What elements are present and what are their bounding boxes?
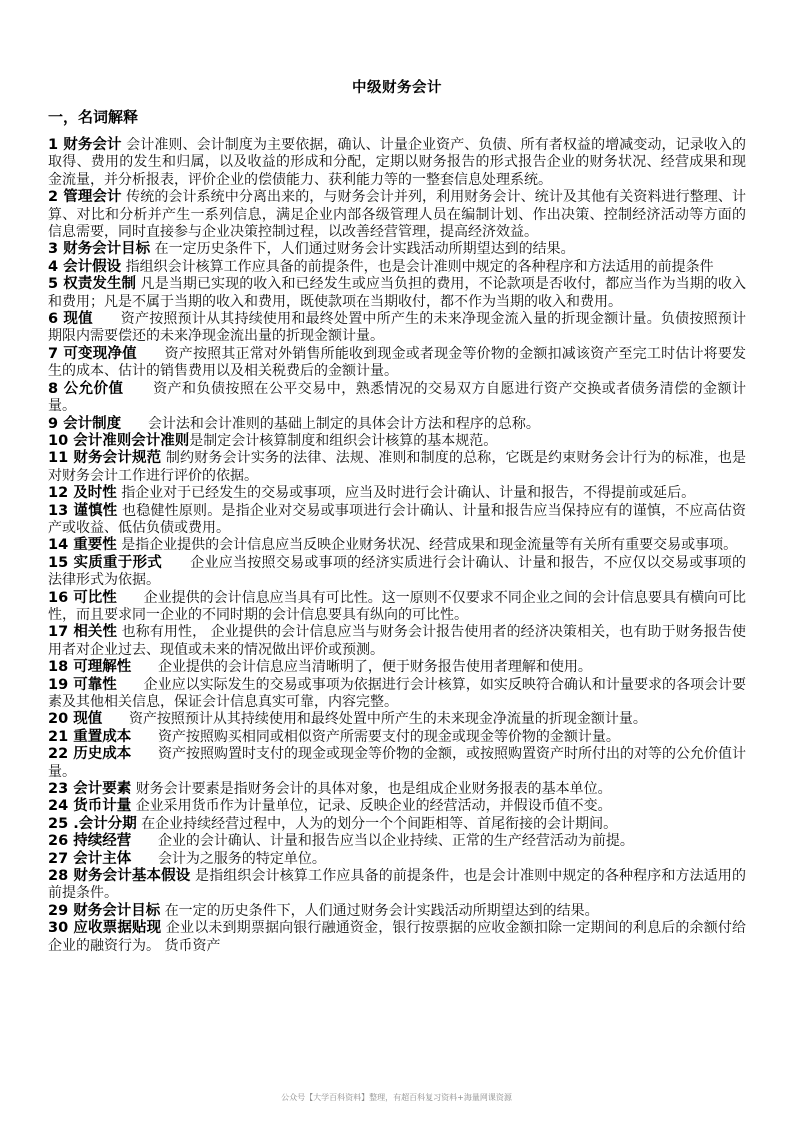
glossary-entry bbox=[48, 833, 746, 850]
glossary-entry bbox=[48, 868, 746, 903]
entry-definition: 企业以未到期票据向银行融通资金，银行按票据的应收金额扣除一定期间的利息后的余额付给企业的融资行为。 货币资产 bbox=[48, 920, 746, 954]
entry-term: 23 会计要素 bbox=[48, 781, 132, 798]
glossary-entry bbox=[48, 920, 746, 955]
entry-definition: 企业提供的会计信息应当清晰明了，便于财务报告使用者理解和使用。 bbox=[157, 659, 592, 676]
entry-term: 3 财务会计目标 bbox=[48, 241, 151, 258]
entry-definition: 会计法和会计准则的基础上制定的具体会计方法和程序的总称。 bbox=[147, 415, 540, 432]
glossary-entry bbox=[48, 781, 746, 798]
glossary-entry bbox=[48, 851, 746, 868]
glossary-entry bbox=[48, 816, 746, 833]
entry-definition: 是指企业提供的会计信息应当反映企业财务状况、经营成果和现金流量等有关所有重要交易或事项。 bbox=[121, 537, 738, 554]
entry-term: 22 历史成本 bbox=[48, 746, 132, 763]
entry-definition: 资产按照其正常对外销售所能收到现金或者现金等价物的金额扣减该资产至完工时估计将要发生的成本、估计的销售费用以及相关税费后的金额计量。 bbox=[48, 345, 747, 380]
glossary-entry bbox=[48, 276, 746, 311]
entry-definition: 是制定会计核算制度和组织会计核算的基本规范。 bbox=[189, 432, 498, 449]
glossary-entry bbox=[48, 311, 746, 346]
glossary-entry bbox=[48, 503, 746, 538]
entry-definition: 指组织会计核算工作应具备的前提条件，也是会计准则中规定的各种程序和方法适用的前提条件 bbox=[125, 258, 714, 275]
entry-definition: 凡是当期已实现的收入和已经发生或应当负担的费用，不论款项是否收付，都应当作为当期的收入和费用；凡是不属于当期的收入和费用，既使款项在当期收付，都不作为当期的收入和费用。 bbox=[48, 276, 747, 310]
glossary-entry bbox=[48, 381, 746, 416]
entry-definition: 在一定的历史条件下，人们通过财务会计实践活动所期望达到的结果。 bbox=[164, 902, 599, 919]
entry-definition: 资产按照预计从其持续使用和最终处置中所产生的未来净现金流入量的折现金额计量。负债按照预计期限内需要偿还的未来净现金流出量的折现金额计量。 bbox=[48, 311, 747, 345]
entry-definition: 企业采用货币作为计量单位，记录、反映企业的经营活动，并假设币值不变。 bbox=[135, 798, 612, 815]
entry-term: 24 货币计量 bbox=[48, 798, 132, 815]
entry-definition: 在企业持续经营过程中，人为的划分一个个间距相等、首尾衔接的会计期间。 bbox=[141, 815, 618, 832]
entry-definition: 会计为之服务的特定单位。 bbox=[157, 850, 326, 867]
glossary-entry bbox=[48, 189, 746, 241]
entry-term: 15 实质重于形式 bbox=[48, 554, 163, 571]
glossary-entry bbox=[48, 729, 746, 746]
entry-definition: 传统的会计系统中分离出来的，与财务会计并列，利用财务会计、统计及其他有关资料进行整理、计算、对比和分析并产生一系列信息，满足企业内部各级管理人员在编制计划、作出决策、控制经济活动等方面的信息需要，同时直接参与企业决策控制过程，以改善经营管理，提高经济效益。 bbox=[48, 189, 747, 241]
entry-term: 14 重要性 bbox=[48, 537, 117, 554]
footer-watermark: 公众号【大学百科资料】整理，有超百科复习资料+海量网课资源 bbox=[281, 1093, 512, 1102]
entry-term: 13 谨慎性 bbox=[48, 502, 118, 519]
entry-term: 27 会计主体 bbox=[48, 850, 132, 867]
entry-term: 17 相关性 bbox=[48, 624, 118, 641]
entry-definition: 企业的会计确认、计量和报告应当以企业持续、正常的生产经营活动为前提。 bbox=[157, 833, 634, 850]
entry-term: 9 会计制度 bbox=[48, 415, 122, 432]
entry-term: 1 财务会计 bbox=[48, 137, 122, 153]
entry-term: 5 权责发生制 bbox=[48, 276, 137, 293]
entry-term: 8 公允价值 bbox=[48, 380, 124, 397]
entry-definition: 也称有用性， 企业提供的会计信息应当与财务会计报告使用者的经济决策相关，也有助于财务报告使用者对企业过去、现值或未来的情况做出评价或预测。 bbox=[48, 624, 747, 658]
entry-term: 12 及时性 bbox=[48, 485, 117, 502]
document-title: 中级财务会计 bbox=[352, 80, 442, 96]
glossary-entry bbox=[48, 711, 746, 728]
entry-term: 30 应收票据贴现 bbox=[48, 920, 162, 937]
entry-definition: 企业应当按照交易或事项的经济实质进行会计确认、计量和报告，不应仅以交易或事项的法律形式为依据。 bbox=[48, 554, 747, 589]
entry-definition: 是指组织会计核算工作应具备的前提条件，也是会计准则中规定的各种程序和方法适用的前提条件。 bbox=[48, 868, 747, 902]
entry-definition: 企业应以实际发生的交易或事项为依据进行会计核算，如实反映符合确认和计量要求的各项会计要素及其他相关信息，保证会计信息真实可靠，内容完整。 bbox=[48, 676, 747, 710]
section-heading: 一，名词解释 bbox=[48, 108, 139, 126]
entry-term: 16 可比性 bbox=[48, 589, 117, 606]
entry-term: 29 财务会计目标 bbox=[48, 902, 161, 919]
entry-term: 26 持续经营 bbox=[48, 833, 132, 850]
entry-term: 20 现值 bbox=[48, 711, 103, 728]
entry-definition: 资产按照预计从其持续使用和最终处置中所产生的未来现金净流量的折现金额计量。 bbox=[128, 711, 647, 728]
entry-term: 18 可理解性 bbox=[48, 659, 132, 676]
glossary-list bbox=[48, 137, 746, 955]
glossary-entry bbox=[48, 590, 746, 625]
glossary-entry bbox=[48, 346, 746, 381]
document-page bbox=[48, 78, 746, 955]
glossary-entry bbox=[48, 416, 746, 433]
glossary-entry bbox=[48, 624, 746, 659]
entry-definition: 资产按照购置时支付的现金或现金等价物的金额，或按照购置资产时所付出的对等的公允价值计量。 bbox=[48, 746, 746, 780]
glossary-entry bbox=[48, 433, 746, 450]
entry-term: 28 财务会计基本假设 bbox=[48, 868, 191, 885]
glossary-entry bbox=[48, 555, 746, 590]
glossary-entry bbox=[48, 241, 746, 258]
glossary-entry bbox=[48, 485, 746, 502]
entry-term: 10 会计准则会计准则 bbox=[48, 432, 190, 449]
entry-definition: 资产和负债按照在公平交易中，熟悉情况的交易双方自愿进行资产交换或者债务清偿的金额计量。 bbox=[48, 380, 747, 415]
entry-definition: 在一定历史条件下，人们通过财务会计实践活动所期望达到的结果。 bbox=[154, 241, 575, 258]
entry-definition: 制约财务会计实务的法律、法规、准则和制度的总称，它既是约束财务会计行为的标准，也是对财务会计工作进行评价的依据。 bbox=[48, 450, 746, 484]
entry-term: 7 可变现净值 bbox=[48, 345, 137, 362]
entry-term: 4 会计假设 bbox=[48, 258, 122, 275]
entry-term: 25 .会计分期 bbox=[48, 815, 137, 832]
glossary-entry bbox=[48, 746, 746, 781]
glossary-entry bbox=[48, 659, 746, 676]
entry-term: 2 管理会计 bbox=[48, 189, 122, 206]
entry-term: 6 现值 bbox=[48, 311, 93, 328]
entry-definition: 指企业对于已经发生的交易或事项，应当及时进行会计确认、计量和报告，不得提前或延后。 bbox=[121, 485, 696, 502]
entry-definition: 资产按照购买相同或相似资产所需要支付的现金或现金等价物的金额计量。 bbox=[157, 728, 620, 745]
entry-term: 19 可靠性 bbox=[48, 676, 117, 693]
glossary-entry bbox=[48, 259, 746, 276]
glossary-entry bbox=[48, 537, 746, 554]
entry-term: 11 财务会计规范 bbox=[48, 450, 162, 467]
glossary-entry bbox=[48, 677, 746, 712]
glossary-entry bbox=[48, 903, 746, 920]
glossary-entry bbox=[48, 798, 746, 815]
entry-definition: 企业提供的会计信息应当具有可比性。这一原则不仅要求不同企业之间的会计信息要具有横向可比性，而且要求同一企业的不同时期的会计信息要具有纵向的可比性。 bbox=[48, 589, 747, 623]
glossary-entry bbox=[48, 137, 746, 189]
entry-definition: 会计准则、会计制度为主要依据，确认、计量企业资产、负债、所有者权益的增减变动，记录收入的取得、费用的发生和归属，以及收益的形成和分配，定期以财务报告的形式报告企业的财务状况、经营成果和现金流量，并分析报表，评价企业的偿债能力、获利能力等的一整套信息处理系统。 bbox=[48, 137, 747, 188]
entry-definition: 财务会计要素是指财务会计的具体对象，也是组成企业财务报表的基本单位。 bbox=[135, 781, 612, 798]
entry-term: 21 重置成本 bbox=[48, 728, 132, 745]
glossary-entry bbox=[48, 450, 746, 485]
entry-definition: 也稳健性原则。是指企业对交易或事项进行会计确认、计量和报告应当保持应有的谨慎，不应高估资产或收益、低估负债或费用。 bbox=[48, 502, 747, 536]
